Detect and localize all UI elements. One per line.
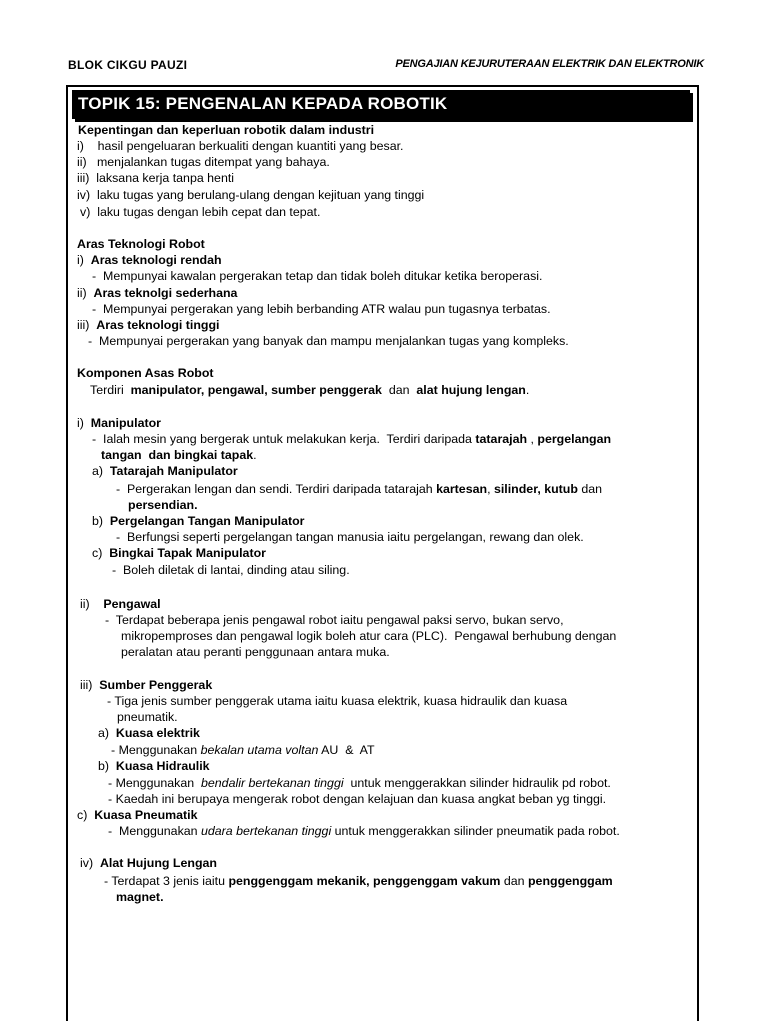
text-run: , (527, 432, 538, 446)
text-run: untuk menggerakkan silinder hidraulik pd robot. (343, 776, 611, 790)
text-run: - Tiga jenis sumber penggerak utama iaitu kuasa elektrik, kuasa hidraulik dan kuasa (107, 694, 568, 708)
text-line (121, 644, 390, 660)
text-line (77, 807, 198, 823)
text-line (101, 447, 257, 463)
text-run: ii) (77, 286, 94, 300)
text-line (77, 138, 404, 154)
bold-text: Kuasa Pneumatik (94, 808, 198, 822)
header-right-text: PENGAJIAN KEJURUTERAAN ELEKTRIK DAN ELEKTRONIK (395, 58, 704, 70)
text-line (77, 317, 220, 333)
text-line (92, 463, 238, 479)
text-run: - Mempunyai pergerakan yang lebih berbanding ATR walau pun tugasnya terbatas. (92, 302, 551, 316)
text-run: iii) laksana kerja tanpa henti (77, 171, 235, 185)
text-line (121, 628, 616, 644)
text-run: iv) laku tugas yang berulang-ulang dengan kejituan yang tinggi (77, 188, 425, 202)
text-run: AU & AT (318, 743, 375, 757)
text-run: - Menggunakan (108, 824, 201, 838)
text-run: a) (92, 464, 110, 478)
text-line (116, 529, 584, 545)
italic-text: bendalir bertekanan tinggi (201, 776, 344, 790)
bold-text: silinder, kutub (493, 482, 578, 496)
text-line (77, 187, 424, 203)
text-run: - Berfungsi seperti pergelangan tangan manusia iaitu pergelangan, rewang dan olek. (116, 530, 584, 544)
text-run: - Terdapat beberapa jenis pengawal robot iaitu pengawal paksi servo, bukan servo, (105, 613, 564, 627)
text-run: , (487, 482, 494, 496)
bold-text: Aras Teknologi Robot (77, 237, 205, 251)
text-run: a) (98, 726, 116, 740)
text-line (105, 612, 564, 628)
text-run: - Menggunakan (111, 743, 201, 757)
text-run: - Mempunyai pergerakan yang banyak dan mampu menjalankan tugas yang kompleks. (88, 334, 569, 348)
bold-text: Kuasa Hidraulik (115, 759, 210, 773)
bold-text: pergelangan (537, 432, 612, 446)
text-run: ii) (80, 597, 104, 611)
bold-text: Manipulator (90, 416, 161, 430)
bold-text: Kepentingan dan keperluan robotik dalam industri (78, 123, 375, 137)
text-line (116, 481, 602, 497)
text-line (98, 758, 210, 774)
text-line (92, 545, 266, 561)
bold-text: magnet. (116, 890, 164, 904)
text-run: v) laku tugas dengan lebih cepat dan tepat. (80, 205, 321, 219)
text-line (112, 562, 350, 578)
bold-text: Aras teknolgi sederhana (93, 286, 238, 300)
text-line (80, 855, 217, 871)
bold-text: tatarajah (475, 432, 528, 446)
bold-text: Bingkai Tapak Manipulator (109, 546, 266, 560)
text-line (117, 709, 178, 725)
text-line (128, 497, 198, 513)
text-line (80, 677, 212, 693)
text-line (88, 333, 569, 349)
text-line (98, 725, 200, 741)
text-line (108, 823, 620, 839)
bold-text: Komponen Asas Robot (77, 366, 214, 380)
text-run: pneumatik. (117, 710, 178, 724)
text-run: dan (381, 383, 417, 397)
bold-text: Sumber Penggerak (99, 678, 213, 692)
text-run: . (525, 383, 530, 397)
text-line (92, 268, 542, 284)
text-run: Terdiri (90, 383, 131, 397)
text-run: - Pergerakan lengan dan sendi. Terdiri daripada tatarajah (116, 482, 437, 496)
bold-text: Pergelangan Tangan Manipulator (109, 514, 305, 528)
bold-text: alat hujung lengan (416, 383, 526, 397)
text-run: ii) menjalankan tugas ditempat yang bahaya. (77, 155, 330, 169)
text-line (77, 154, 330, 170)
text-line (77, 252, 222, 268)
text-run: untuk menggerakkan silinder pneumatik pada robot. (331, 824, 620, 838)
text-line (77, 170, 234, 186)
text-line (77, 285, 237, 301)
topic-title: TOPIK 15: PENGENALAN KEPADA ROBOTIK (78, 94, 448, 113)
bold-text: persendian. (128, 498, 198, 512)
text-run: i) hasil pengeluaran berkualiti dengan kuantiti yang besar. (77, 139, 404, 153)
text-run: dan (500, 874, 528, 888)
text-run: b) (92, 514, 110, 528)
text-line (108, 791, 606, 807)
text-run: i) (77, 416, 91, 430)
text-run: c) (92, 546, 110, 560)
text-line (92, 301, 551, 317)
bold-text: Pengawal (103, 597, 161, 611)
text-run: iii) (80, 678, 100, 692)
text-run: mikropemproses dan pengawal logik boleh atur cara (PLC). Pengawal berhubung dengan (121, 629, 617, 643)
bold-text: Alat Hujung Lengan (99, 856, 217, 870)
bold-text: Aras teknologi rendah (90, 253, 222, 267)
bold-text: kartesan (436, 482, 488, 496)
text-run: iv) (80, 856, 100, 870)
bold-text: tangan dan bingkai tapak (101, 448, 254, 462)
italic-text: bekalan utama voltan (200, 743, 319, 757)
bold-text: Kuasa elektrik (115, 726, 200, 740)
text-line (92, 513, 305, 529)
text-line (80, 204, 320, 220)
text-line (80, 596, 161, 612)
text-line (107, 693, 567, 709)
text-line (90, 382, 529, 398)
text-run: - Ialah mesin yang bergerak untuk melakukan kerja. Terdiri daripada (92, 432, 476, 446)
text-run: dan (577, 482, 603, 496)
italic-text: udara bertekanan tinggi (201, 824, 332, 838)
text-line (116, 889, 164, 905)
bold-text: manipulator, pengawal, sumber penggerak (130, 383, 382, 397)
text-line (104, 873, 613, 889)
text-line (111, 742, 375, 758)
text-line (77, 415, 161, 431)
text-line (78, 122, 374, 138)
bold-text: Aras teknologi tinggi (96, 318, 220, 332)
bold-text: Tatarajah Manipulator (109, 464, 238, 478)
text-run: i) (77, 253, 91, 267)
text-run: - Boleh diletak di lantai, dinding atau siling. (112, 563, 350, 577)
text-line (92, 431, 611, 447)
text-run: - Mempunyai kawalan pergerakan tetap dan tidak boleh ditukar ketika beroperasi. (92, 269, 543, 283)
text-run: iii) (77, 318, 97, 332)
text-run: - Kaedah ini berupaya mengerak robot dengan kelajuan dan kuasa angkat beban yg tinggi. (108, 792, 607, 806)
text-run: b) (98, 759, 116, 773)
bold-text: penggenggam mekanik, penggenggam vakum (228, 874, 501, 888)
header-left-text: BLOK CIKGU PAUZI (68, 58, 188, 72)
text-line (108, 775, 611, 791)
bold-text: penggenggam (527, 874, 613, 888)
text-run: peralatan atau peranti penggunaan antara muka. (121, 645, 390, 659)
text-run: c) (77, 808, 95, 822)
text-line (77, 236, 205, 252)
text-run: - Terdapat 3 jenis iaitu (104, 874, 229, 888)
text-run: . (253, 448, 257, 462)
text-line (77, 365, 214, 381)
text-run: - Menggunakan (108, 776, 201, 790)
